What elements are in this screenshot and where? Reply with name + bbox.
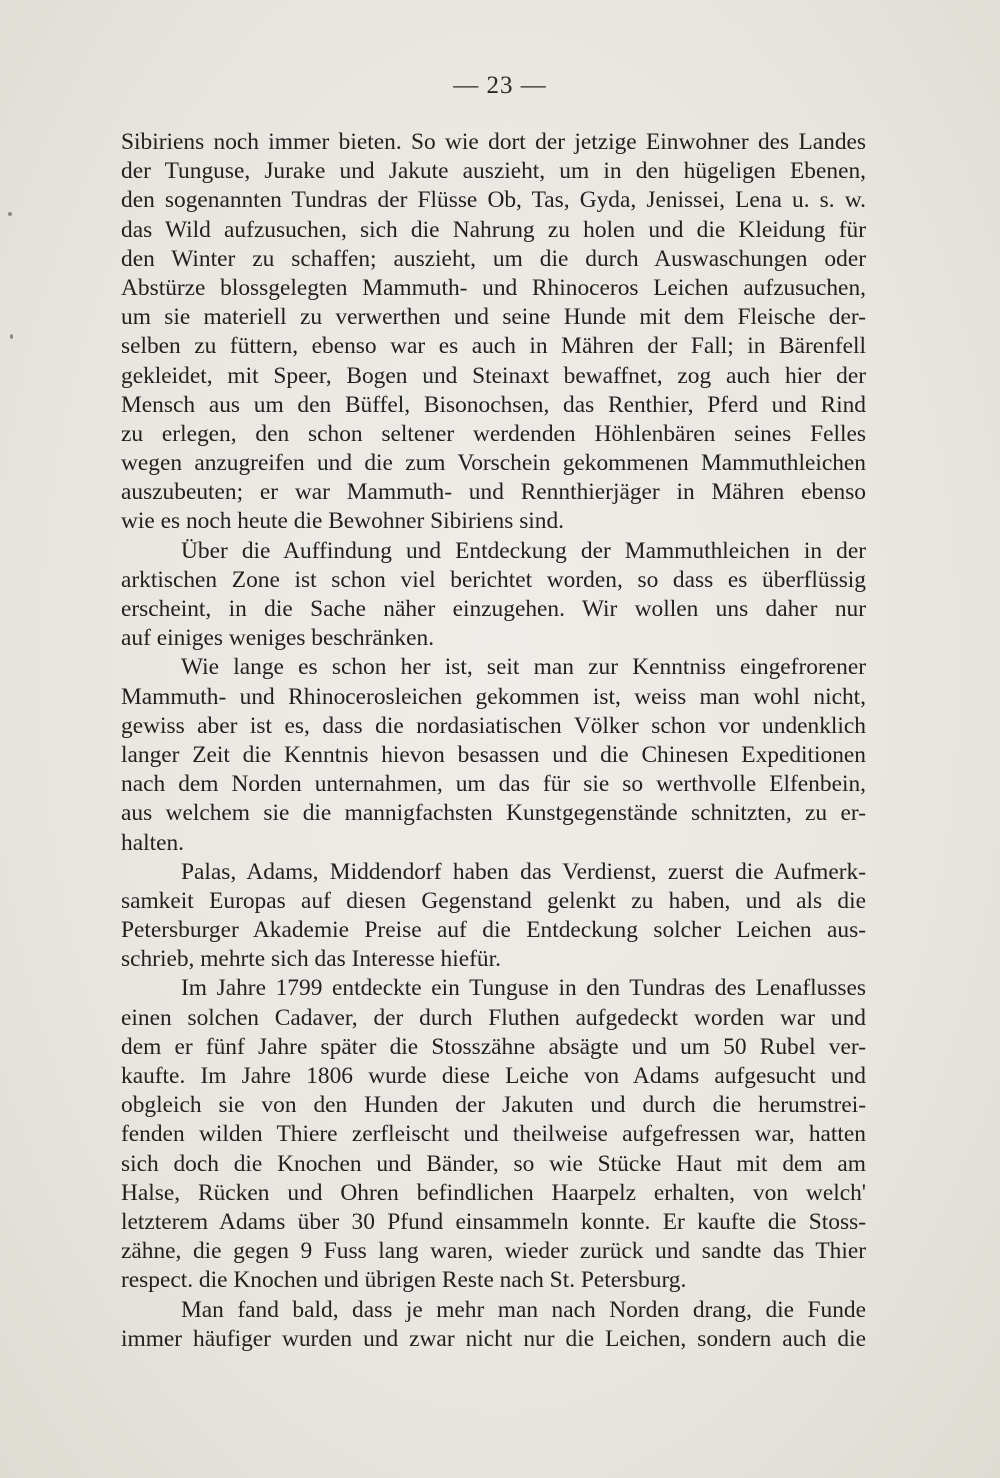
text-line: halten. [121,829,184,856]
text-line: arktischen Zone ist schon viel berichtet worden, so dass es überflüssig [121,566,866,593]
text-line: Über die Auffindung und Entdeckung der Mammuthleichen in der [181,537,866,564]
text-line: wegen anzugreifen und die zum Vorschein gekommenen Mammuthleichen [121,450,866,477]
paper-speck [10,334,13,339]
text-line: Palas, Adams, Middendorf haben das Verdienst, zuerst die Aufmerk- [181,858,866,885]
text-line: zu erlegen, den schon seltener werdenden Höhlenbären seines Felles [121,420,866,447]
text-line: um sie materiell zu verwerthen und seine Hunde mit dem Fleische der- [121,304,866,331]
text-line: den sogenannten Tundras der Flüsse Ob, Tas, Gyda, Jenissei, Lena u. s. w. [121,187,866,214]
text-line: den Winter zu schaffen; auszieht, um die durch Auswaschungen oder [121,245,866,272]
text-line: Wie lange es schon her ist, seit man zur Kenntniss eingefrorener [181,654,866,681]
text-line: fenden wilden Thiere zerfleischt und theilweise aufgefressen war, hatten [121,1121,866,1148]
text-line: obgleich sie von den Hunden der Jakuten und durch die herumstrei- [121,1092,866,1119]
text-line: immer häufiger wurden und zwar nicht nur die Leichen, sondern auch die [121,1325,866,1352]
text-line: gekleidet, mit Speer, Bogen und Steinaxt bewaffnet, zog auch hier der [121,362,866,389]
text-line: samkeit Europas auf diesen Gegenstand gelenkt zu haben, und als die [121,887,866,914]
text-line: sich doch die Knochen und Bänder, so wie Stücke Haut mit dem am [121,1150,866,1177]
text-line: schrieb, mehrte sich das Interesse hiefür. [121,946,501,973]
text-line: auf einiges weniges beschränken. [121,625,435,652]
text-line: selben zu füttern, ebenso war es auch in Mähren der Fall; in Bärenfell [121,333,866,360]
text-line: erscheint, in die Sache näher einzugehen. Wir wollen uns daher nur [121,596,866,622]
text-line: Halse, Rücken und Ohren befindlichen Haarpelz erhalten, von welch' [121,1179,866,1206]
text-line: einen solchen Cadaver, der durch Fluthen aufgedeckt worden war und [121,1004,866,1031]
text-line: Man fand bald, dass je mehr man nach Norden drang, die Funde [181,1296,866,1323]
text-line: Abstürze blossgelegten Mammuth- und Rhinoceros Leichen aufzusuchen, [121,274,866,301]
text-line: Mensch aus um den Büffel, Bisonochsen, das Renthier, Pferd und Rind [121,391,866,418]
page-number: — 23 — [453,72,547,99]
text-line: letzterem Adams über 30 Pfund einsammeln konnte. Er kaufte die Stoss- [121,1208,866,1235]
text-line: der Tunguse, Jurake und Jakute auszieht, um in den hügeligen Ebenen, [121,158,866,185]
text-line: kaufte. Im Jahre 1806 wurde diese Leiche von Adams aufgesucht und [121,1063,866,1089]
text-line: dem er fünf Jahre später die Stosszähne absägte und um 50 Rubel ver- [121,1033,866,1060]
text-line: Im Jahre 1799 entdeckte ein Tunguse in den Tundras des Lenaflusses [181,975,866,1002]
text-line: nach dem Norden unternahmen, um das für sie so werthvolle Elfenbein, [121,771,866,798]
text-line: auszubeuten; er war Mammuth- und Rennthierjäger in Mähren ebenso [121,479,866,506]
text-line: wie es noch heute die Bewohner Sibiriens sind. [121,508,565,535]
text-line: Sibiriens noch immer bieten. So wie dort der jetzige Einwohner des Landes [121,129,866,155]
text-line: zähne, die gegen 9 Fuss lang waren, wieder zurück und sandte das Thier [121,1238,866,1265]
text-line: aus welchem sie die mannigfachsten Kunstgegenstände schnitzten, zu er- [121,800,866,827]
text-line: gewiss aber ist es, dass die nordasiatischen Völker schon vor undenklich [121,712,866,739]
paper-speck [8,212,12,216]
text-line: langer Zeit die Kenntnis hievon besassen und die Chinesen Expeditionen [121,741,866,768]
text-line: Mammuth- und Rhinocerosleichen gekommen ist, weiss man wohl nicht, [121,683,866,710]
text-line: respect. die Knochen und übrigen Reste nach St. Petersburg. [121,1267,687,1294]
body-text [121,128,866,1354]
text-line: Petersburger Akademie Preise auf die Entdeckung solcher Leichen aus- [121,917,866,944]
text-line: das Wild aufzusuchen, sich die Nahrung zu holen und die Kleidung für [121,216,866,243]
